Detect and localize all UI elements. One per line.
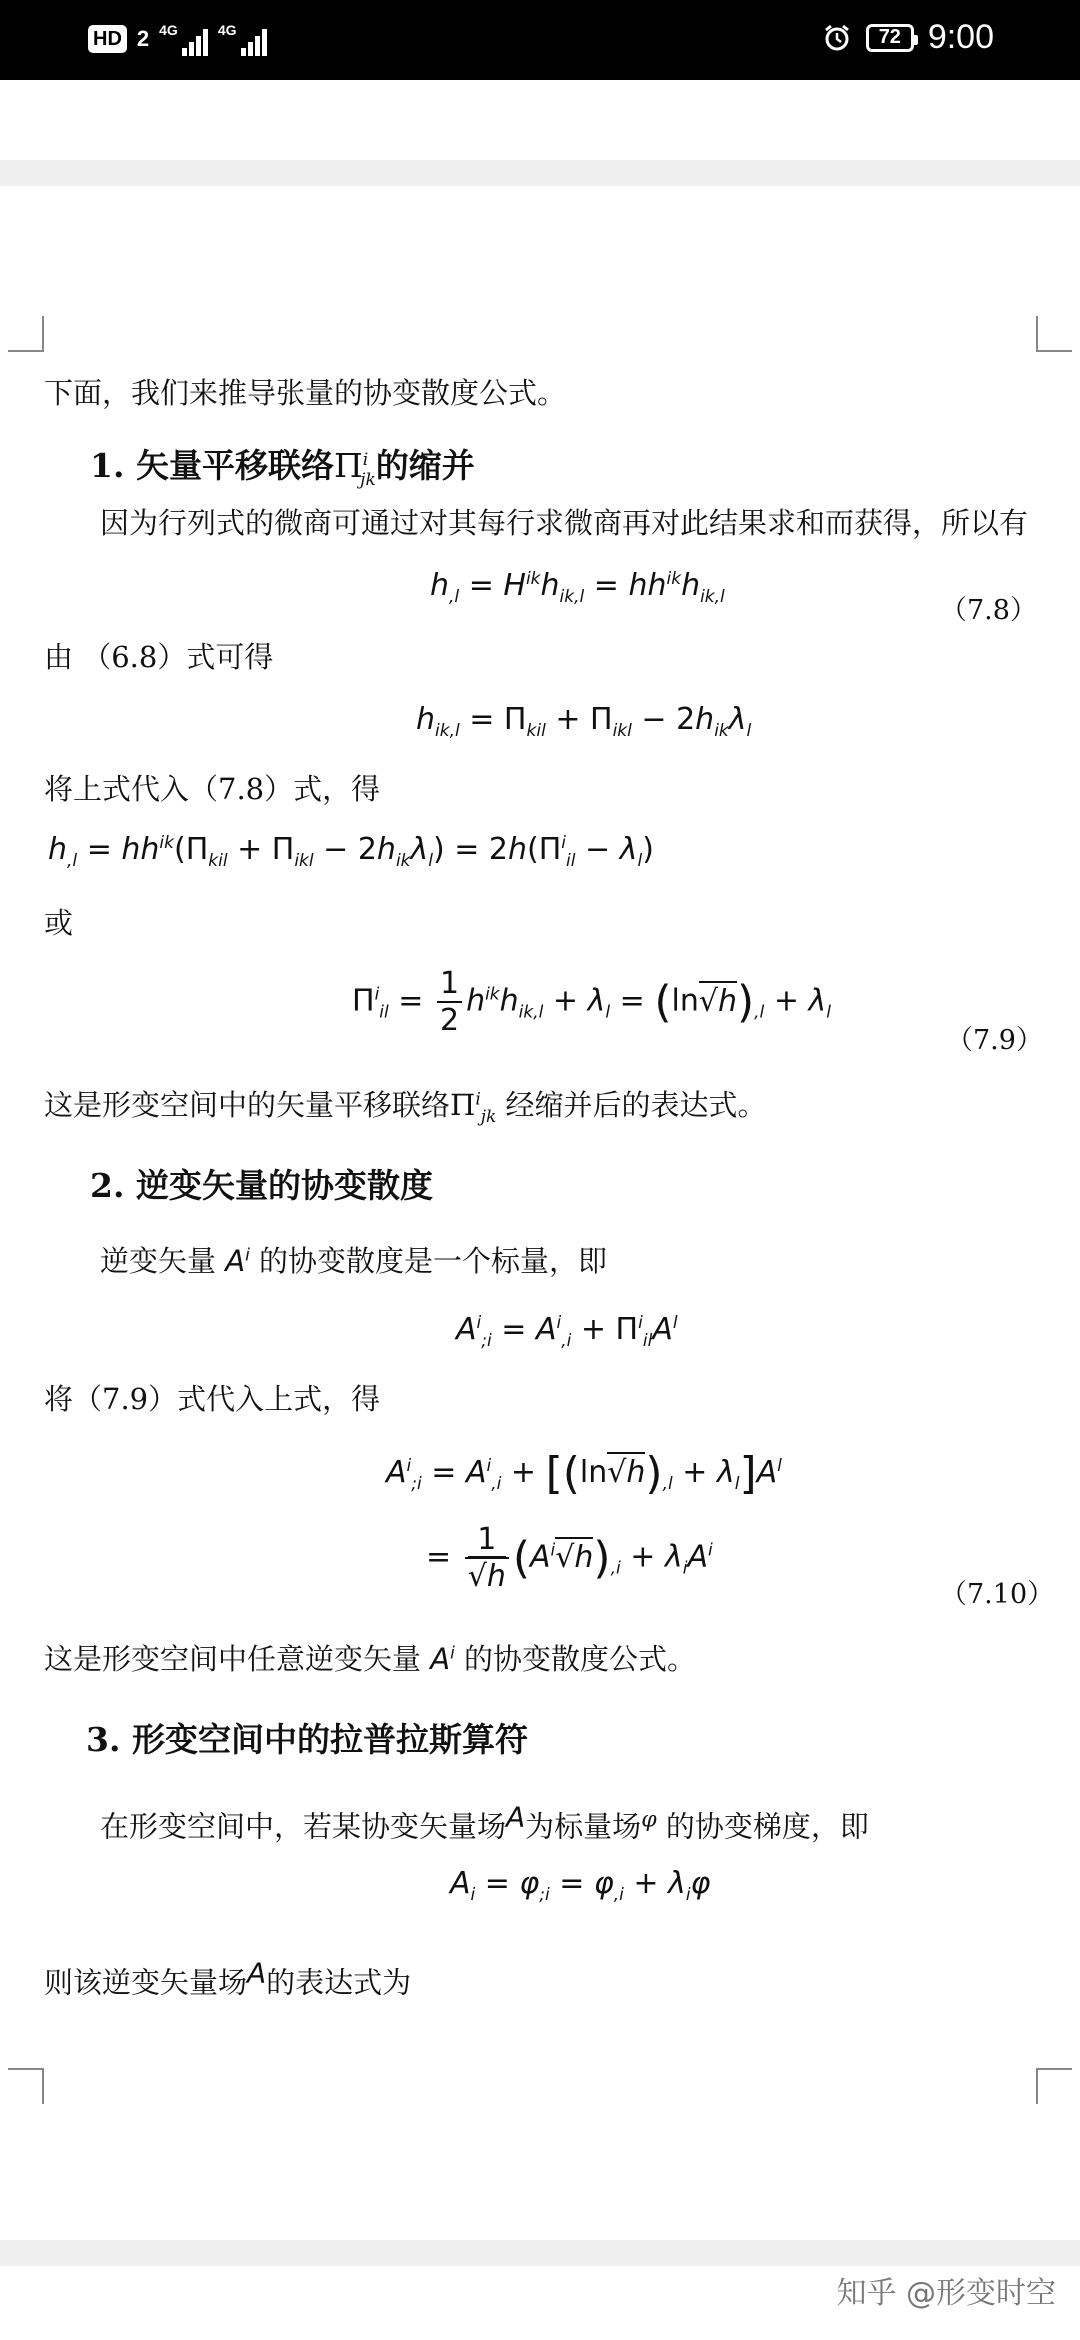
equation-substituted: $h_{,l} = hh^{ik}(\Pi_{kil} + \Pi_{ikl} - 2h_{ik}\lambda_l) = 2h(\Pi^i_{il} - \lambda_l)$ [48, 832, 654, 871]
battery-icon: 72 [866, 24, 914, 52]
clock: 9:00 [927, 18, 994, 56]
watermark: 知乎 @形变时空 [836, 2276, 1056, 2311]
page-corner-mark [8, 2068, 44, 2104]
equation-number: （7.8） [940, 595, 1037, 626]
intro-paragraph: 下面，我们来推导张量的协变散度公式。 [44, 376, 567, 410]
signal-icon: 4G [218, 22, 267, 56]
paragraph: 这是形变空间中的矢量平移联络$\Pi^i_{jk}$ 经缩并后的表达式。 [44, 1088, 767, 1127]
paragraph: 将（7.9）式代入上式，得 [44, 1382, 381, 1416]
equation-number: （7.10） [940, 1579, 1055, 1610]
equation-7-9: $\Pi^i_{il}$ = $\frac{1}{2}$ $h^{ik}h_{ik,l} + \lambda_l = (\ln√h)_{,l} + \lambda_l$ [352, 966, 832, 1038]
page-corner-mark [1036, 316, 1072, 352]
page-corner-mark [1036, 2068, 1072, 2104]
paragraph: 或 [44, 906, 74, 940]
section-heading-2: 2. 逆变矢量的协变散度 [90, 1166, 433, 1205]
hd-badge: HD [88, 25, 127, 53]
section-heading-3: 3. 形变空间中的拉普拉斯算符 [86, 1720, 528, 1759]
paragraph: 因为行列式的微商可通过对其每行求微商再对此结果求和而获得，所以有 [100, 506, 1029, 540]
hd-number: 2 [136, 26, 150, 51]
page-gap-top [0, 160, 1080, 186]
paragraph: 由 （6.8）式可得 [44, 640, 274, 674]
equation-hik-l: $h_{ik,l} = \Pi_{kil} + \Pi_{ikl} - 2h_{ik}\lambda_l$ [416, 702, 752, 741]
page-corner-mark [8, 316, 44, 352]
alarm-icon [822, 23, 852, 53]
status-right [822, 18, 994, 57]
signal-icon: 4G [159, 22, 208, 56]
paragraph: 在形变空间中，若某协变矢量场$^A$为标量场$^\varphi$ 的协变梯度，即 [100, 1800, 869, 1844]
status-bar [0, 0, 1080, 80]
equation-7-10-line2: = $\frac{1}{√h}$ $(A^i√h)_{,i} + \lambda_iA^i$ [426, 1522, 713, 1594]
equation-number: （7.9） [946, 1025, 1043, 1056]
section-heading-1: 1. 矢量平移联络$\Pi^i_{jk}$的缩并 [90, 446, 475, 490]
equation-7-8: $h_{,l} = H^{ik}h_{ik,l} = hh^{ik}h_{ik,l}$ [430, 568, 725, 607]
equation-divergence: $A^i_{;i} = A^i_{,i} + \Pi^i_{il}A^l$ [456, 1312, 678, 1351]
status-left [88, 22, 267, 56]
paragraph: 逆变矢量 $A^i$ 的协变散度是一个标量，即 [100, 1244, 608, 1278]
equation-7-10-line1: $A^i_{;i} = A^i_{,i} + [(\ln√h)_{,l} + \lambda_l]A^l$ [386, 1448, 782, 1499]
paragraph: 则该逆变矢量场$^A$的表达式为 [44, 1956, 412, 2000]
page-gap-bottom [0, 2240, 1080, 2266]
paragraph: 将上式代入（7.8）式，得 [44, 772, 381, 806]
paragraph: 这是形变空间中任意逆变矢量 $A^i$ 的协变散度公式。 [44, 1642, 697, 1676]
equation-gradient: $A_i = \varphi_{;i} = \varphi_{,i} + \lambda_i\varphi$ [450, 1866, 711, 1905]
